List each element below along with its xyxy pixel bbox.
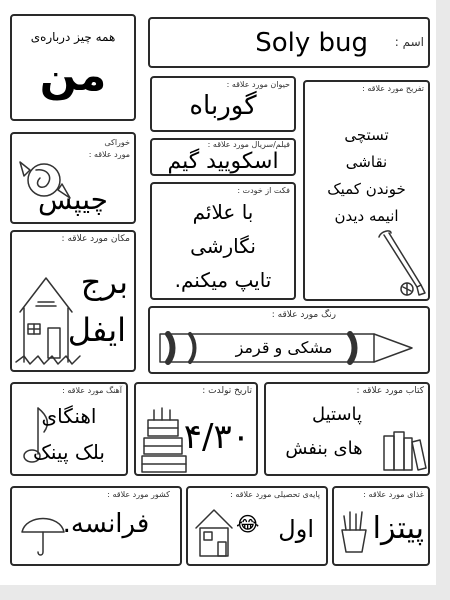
name-box (148, 17, 430, 68)
fav-book-label: کتاب مورد علاقه : (356, 386, 424, 396)
about-me-big: من (39, 50, 107, 101)
fav-hobby-line-4: انیمه دیدن (334, 207, 399, 225)
fav-song-label: آهنگ مورد علاقه : (62, 386, 122, 395)
grade-emoji: 😂 (236, 512, 260, 536)
fav-hobby-line-2: نقاشی (345, 153, 388, 171)
fav-hobby-box (303, 80, 430, 301)
fav-color-box (148, 306, 430, 374)
fav-place-label: مکان مورد علاقه : (61, 234, 130, 244)
grade-value: اول (278, 515, 314, 543)
fav-show-value: اسکویید گیم (167, 149, 279, 174)
fun-fact-line-1: با علائم (192, 200, 254, 224)
birthday-label: تاریخ تولدت : (202, 386, 252, 396)
fav-food-value: پیتزا (372, 511, 424, 546)
name-value: Soly bug (255, 28, 368, 58)
fav-song-line-1: اهنگای (41, 404, 97, 428)
fav-country-box (10, 486, 182, 566)
fav-color-value: مشکی و قرمز (235, 338, 333, 357)
birthday-box (134, 382, 258, 476)
fav-show-label: فیلم/سریال مورد علاقه : (207, 140, 290, 149)
books-icon (380, 424, 430, 474)
fav-snack-label-2: مورد علاقه : (88, 150, 130, 159)
fav-place-line-2: ایفل (67, 311, 126, 349)
about-me-box (10, 14, 136, 121)
fav-animal-value: گورباه (189, 91, 257, 121)
fav-book-line-2: های بنفش (285, 438, 363, 459)
fav-hobby-line-3: خوندن کمیک (327, 180, 406, 198)
fav-place-box (10, 230, 136, 372)
fav-country-label: کشور مورد علاقه : (107, 490, 170, 499)
fav-snack-value: چیپس (38, 183, 108, 216)
page-edge-bottom (0, 585, 450, 600)
fun-fact-line-2: نگارشی (190, 234, 256, 258)
school-icon (192, 502, 242, 562)
fav-color-label: رنگ مورد علاقه : (271, 310, 336, 320)
fries-icon (338, 506, 374, 556)
fav-book-line-1: پاستیل (311, 404, 363, 425)
page-edge-right (436, 0, 450, 600)
birthday-value: ۴/۳۰ (183, 417, 250, 457)
paintbrush-icon (329, 227, 429, 297)
fav-food-label: غذای مورد علاقه : (363, 490, 424, 499)
grade-label: پایه‌ی تحصیلی مورد علاقه : (230, 490, 320, 499)
fav-hobby-label: تفریح مورد علاقه : (362, 84, 424, 93)
cake-icon (140, 398, 190, 476)
fav-song-line-2: بلک پینک (33, 440, 105, 464)
fav-country-value: فرانسه. (62, 509, 150, 539)
fav-snack-label-1: خوراکی (104, 138, 130, 147)
fav-book-box (264, 382, 430, 476)
fav-song-box (10, 382, 128, 476)
name-label: اسم : (394, 35, 424, 49)
fav-place-line-1: برج (80, 263, 128, 301)
fun-fact-box (150, 182, 296, 300)
fav-snack-box (10, 132, 136, 224)
fav-animal-box (150, 76, 296, 132)
fun-fact-label: فکت از خودت : (237, 186, 290, 195)
fun-fact-line-3: تایپ میکنم. (174, 268, 272, 292)
fav-food-box (332, 486, 430, 566)
fav-animal-label: حیوان مورد علاقه : (226, 80, 290, 89)
grade-box (186, 486, 328, 566)
about-me-title: همه چیز درباره‌ی (30, 30, 116, 44)
fav-show-box (150, 138, 296, 176)
fav-hobby-line-1: تستچی (344, 126, 389, 144)
